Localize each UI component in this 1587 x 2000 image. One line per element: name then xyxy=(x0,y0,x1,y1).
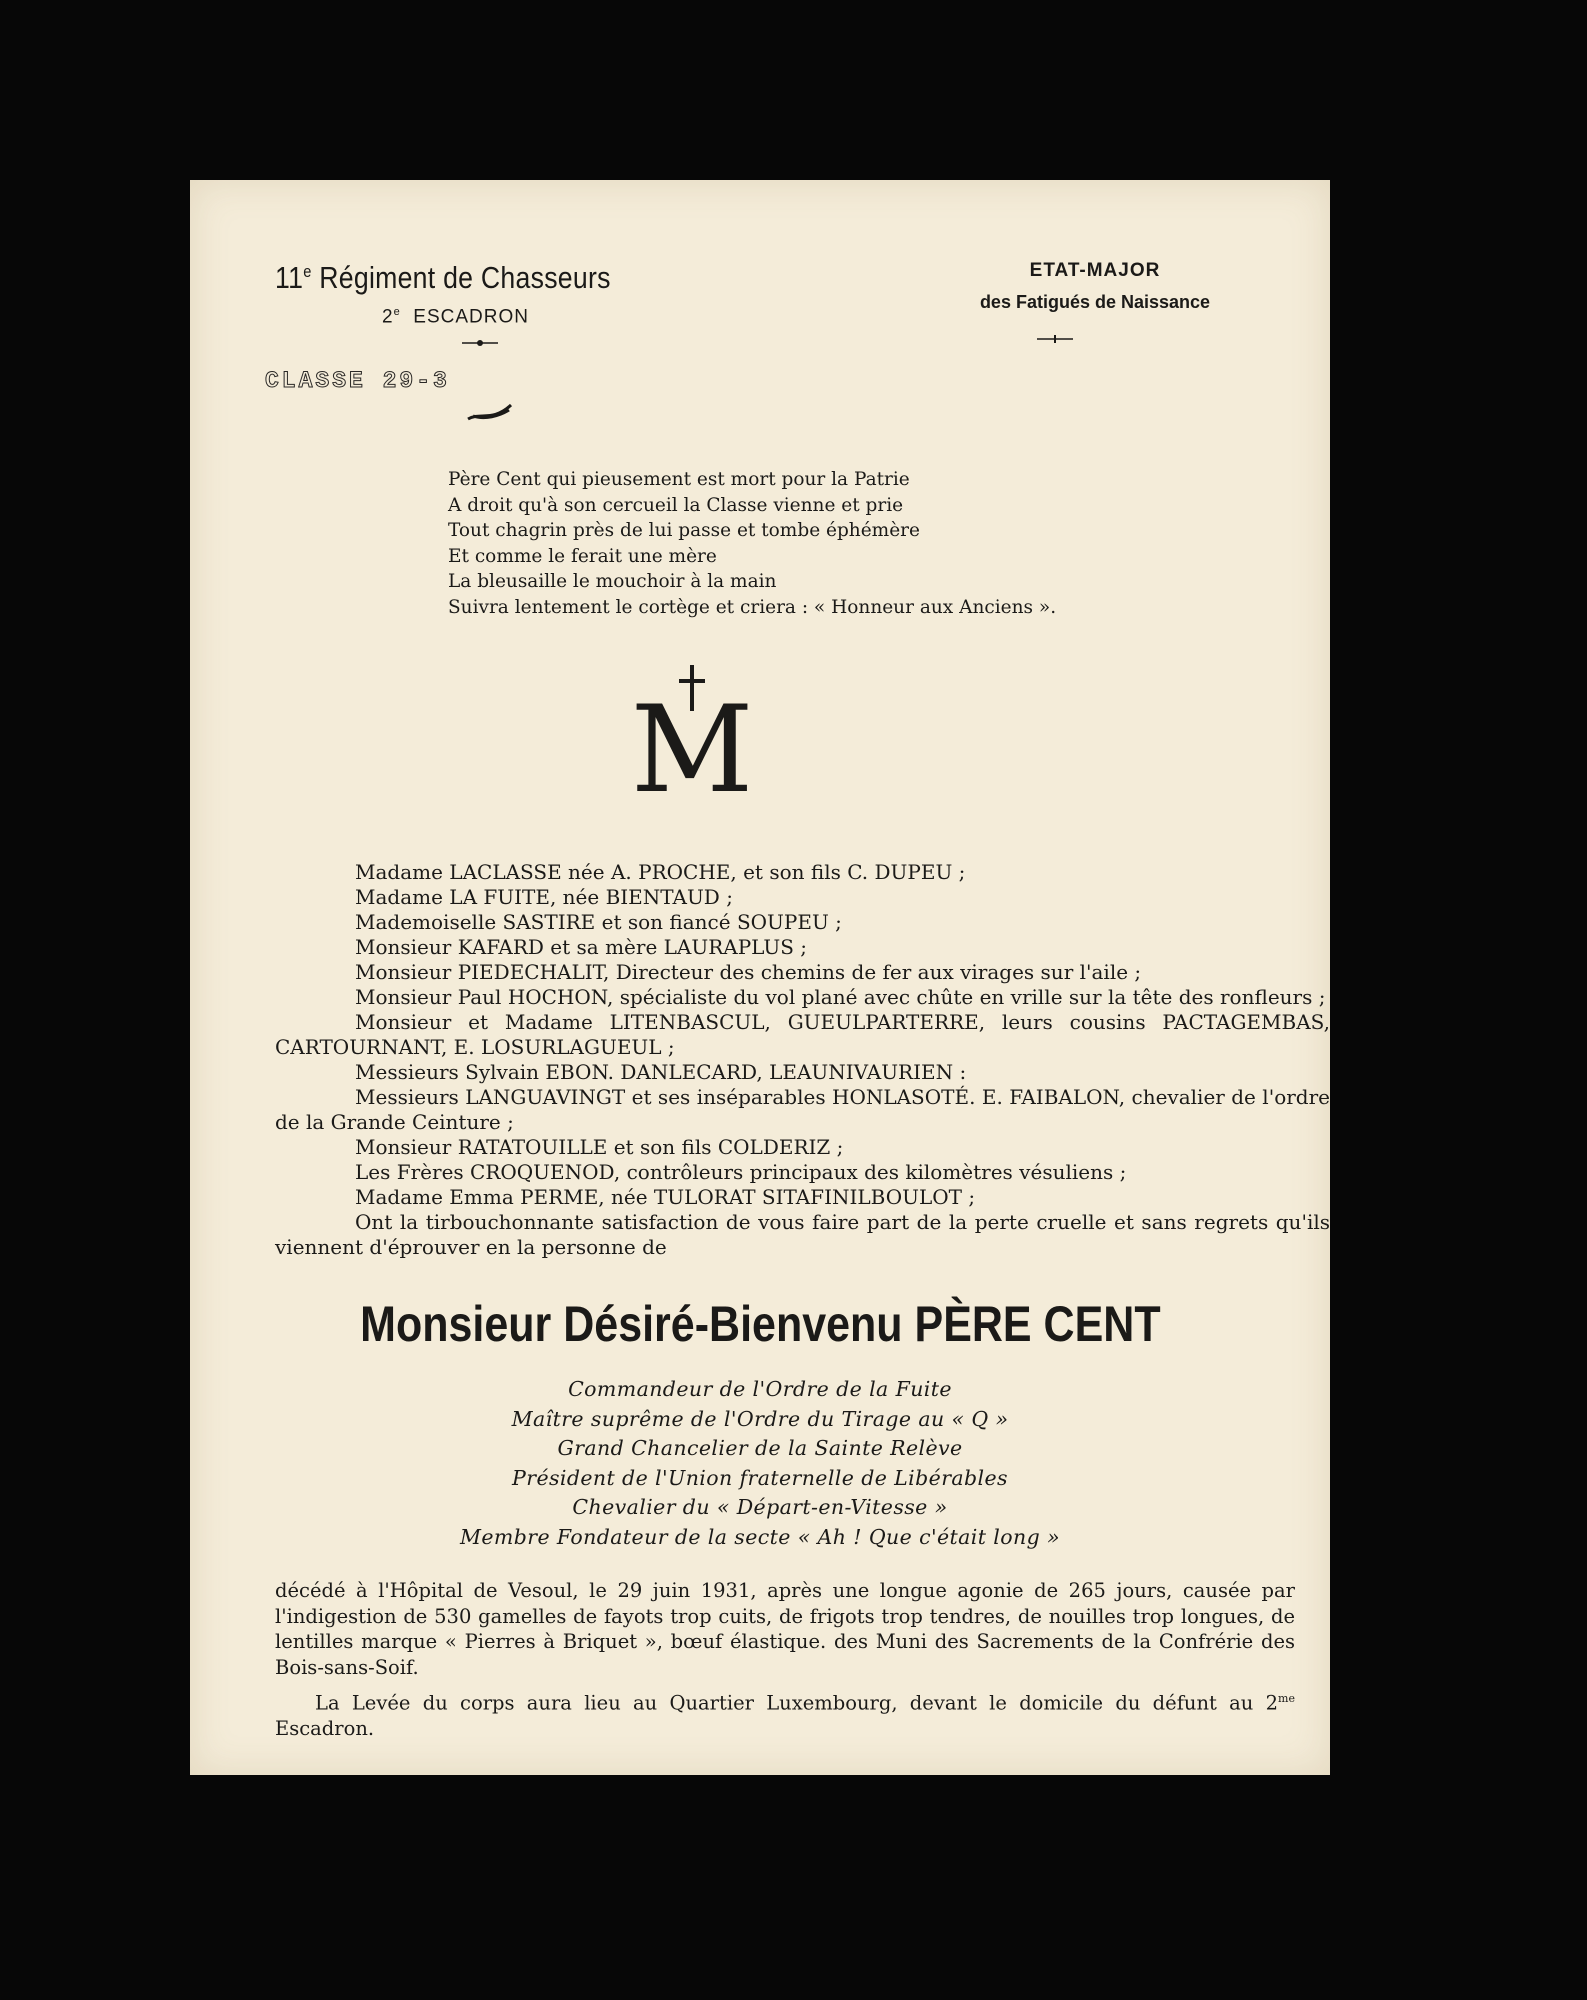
divider-ornament-icon xyxy=(460,338,500,348)
marian-monogram-icon xyxy=(622,663,762,803)
title-line: Commandeur de l'Ordre de la Fuite xyxy=(568,1377,952,1401)
title-line: Grand Chancelier de la Sainte Relève xyxy=(557,1436,963,1460)
mourner-line: Monsieur RATATOUILLE et son fils COLDERIZ ; xyxy=(355,1135,844,1159)
mourner-line: Messieurs Sylvain EBON. DANLECARD, LEAUNIVAURIEN : xyxy=(355,1060,967,1084)
mourner-line: Madame Emma PERME, née TULORAT SITAFINILBOULOT ; xyxy=(355,1185,976,1209)
mourners-list xyxy=(275,860,1330,1260)
divider-ornament-icon xyxy=(1035,334,1075,344)
escadron-label: 2e ESCADRON xyxy=(382,306,529,328)
honorary-titles xyxy=(190,1375,1330,1552)
paper-sheet xyxy=(190,180,1330,1775)
mourner-line: Madame LACLASSE née A. PROCHE, et son fils C. DUPEU ; xyxy=(355,860,966,884)
poem-line: Père Cent qui pieusement est mort pour la Patrie xyxy=(448,469,910,490)
title-line: Chevalier du « Départ-en-Vitesse » xyxy=(572,1495,948,1519)
levee-paragraph: La Levée du corps aura lieu au Quartier Luxembourg, devant le domicile du défunt au $2^{me}$ Escadron. xyxy=(275,1691,1295,1740)
title-line: Membre Fondateur de la secte « Ah ! Que c'était long » xyxy=(460,1524,1060,1549)
etat-major-title: ETAT-MAJOR xyxy=(1029,260,1161,281)
announcement: Ont la tirbouchonnante satisfaction de vous faire part de la perte cruelle et sans regrets qu'ils viennent d'éprouver en la personne de xyxy=(275,1210,1330,1259)
poem xyxy=(448,467,1056,620)
closing-text xyxy=(275,1578,1295,1742)
title-line: Maître suprême de l'Ordre du Tirage au « Q » xyxy=(511,1406,1009,1431)
mourner-line: Monsieur et Madame LITENBASCUL, GUEULPARTERRE, leurs cousins PACTAGEMBAS, CARTOURNANT, E. LOSURLAGUEUL ; xyxy=(275,1010,1330,1059)
mourner-line: Monsieur Paul HOCHON, spécialiste du vol plané avec chûte en vrille sur la tête des ronfleurs ; xyxy=(355,985,1326,1009)
mourner-line: Mademoiselle SASTIRE et son fiancé SOUPEU ; xyxy=(355,910,842,934)
etat-major-header xyxy=(960,260,1280,313)
mourner-line: Madame LA FUITE, née BIENTAUD ; xyxy=(355,885,733,909)
mourner-line: Monsieur PIEDECHALIT, Directeur des chemins de fer aux virages sur l'aile ; xyxy=(355,960,1142,984)
mourner-line: Monsieur KAFARD et sa mère LAURAPLUS ; xyxy=(355,935,808,959)
regiment-title: 11e Régiment de Chasseurs xyxy=(275,260,611,295)
mourner-line: Messieurs LANGUAVINGT et ses inséparables HONLASOTÉ. E. FAIBALON, chevalier de l'ordre de la Grande Ceinture ; xyxy=(275,1085,1330,1134)
mourner-line: Les Frères CROQUENOD, contrôleurs principaux des kilomètres vésuliens ; xyxy=(355,1160,1127,1184)
etat-major-subtitle: des Fatigués de Naissance xyxy=(979,292,1211,312)
poem-line: A droit qu'à son cercueil la Classe vienne et prie xyxy=(448,494,904,516)
poem-line: Et comme le ferait une mère xyxy=(448,545,717,567)
poem-line: Tout chagrin près de lui passe et tombe éphémère xyxy=(448,520,920,541)
classe-label: CLASSE 29-3 xyxy=(265,368,450,394)
poem-line: La bleusaille le mouchoir à la main xyxy=(448,571,777,592)
death-paragraph: décédé à l'Hôpital de Vesoul, le 29 juin 1931, après une longue agonie de 265 jours, causée par l'indigestion de 530 gamelles de fayots trop cuits, de frigots trop tendres, de nouilles trop longues, de lentilles marque « Pierres à Briquet », bœuf élastique. des Muni des Sacrements de la Confrérie des Bois-sans-Soif. xyxy=(275,1579,1295,1679)
poem-line: Suivra lentement le cortège et criera : « Honneur aux Anciens ». xyxy=(448,596,1057,618)
regiment-header xyxy=(275,260,715,328)
title-line: Président de l'Union fraternelle de Libérables xyxy=(512,1465,1008,1490)
deceased-name: Monsieur Désiré-Bienvenu PÈRE CENT xyxy=(359,1296,1161,1352)
monogram-letter: M xyxy=(630,681,754,803)
swash-ornament-icon xyxy=(465,402,515,424)
